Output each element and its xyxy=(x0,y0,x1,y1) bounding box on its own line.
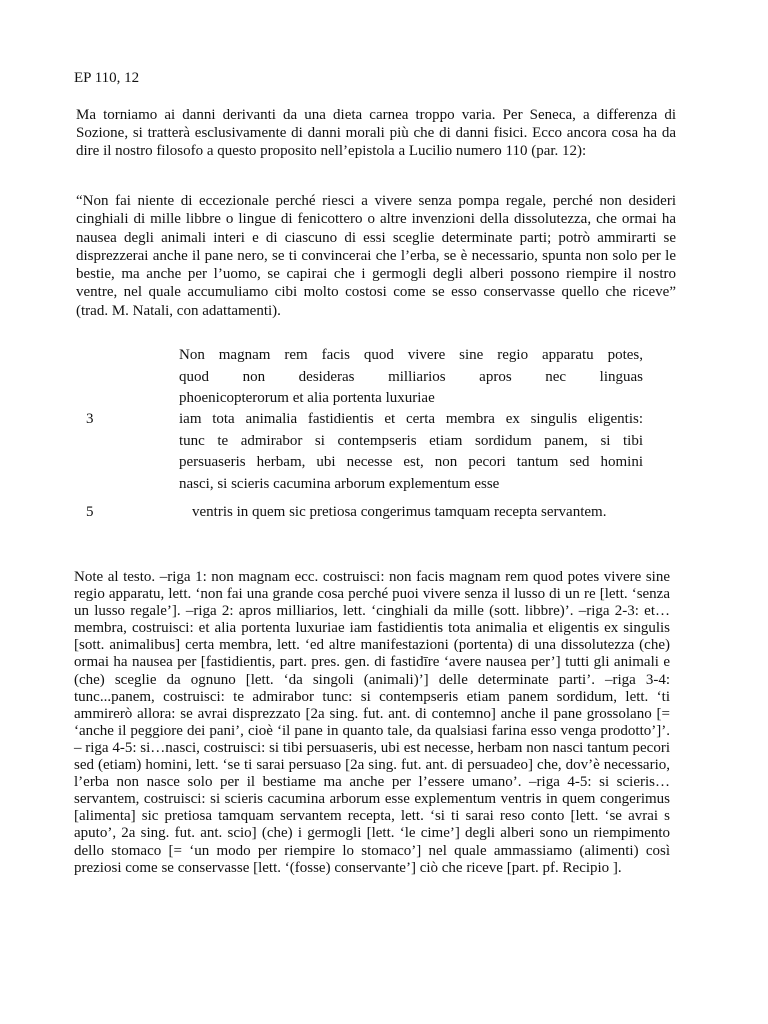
epistle-reference: EP 110, 12 xyxy=(74,70,140,86)
latin-line-5 xyxy=(192,502,656,524)
translation-paragraph: “Non fai niente di eccezionale perché riesci a vivere senza pompa regale, perché non desideri cinghiali di mille libbre o lingue di fenicottero o altre invenzioni della dissolutezza, che ormai ha nausea degli animali interi e di ciascuno di essi sceglie determinate parti; potrò ammirarti se disprezzerai anche il pane nero, se ti convincerai che l’erba, se è necessario, spunta non solo per le bestie, ma anche per l’uomo, se capirai che i germogli degli alberi possono riempire il nostro ventre, nel quale accumuliamo cibi molto costosi come se esso conservasse quello che riceve” (trad. M. Natali, con adattamenti). xyxy=(76,193,676,319)
intro-paragraph: Ma torniamo ai danni derivanti da una dieta carnea troppo varia. Per Seneca, a differenza di Sozione, si tratterà esclusivamente di danni morali più che di danni fisici. Ecco ancora cosa ha da dire il nostro filosofo a questo proposito nell’epistola a Lucilio numero 110 (par. 12): xyxy=(76,107,676,160)
line-number-5: 5 xyxy=(86,504,94,520)
latin-line: persuaseris herbam, ubi necesse est, non pecori tantum sed homini xyxy=(179,454,643,470)
latin-line: tunc te admirabor si contempseris etiam sordidum panem, si tibi xyxy=(179,432,643,449)
latin-line: phoenicopterorum et alia portenta luxuriae xyxy=(179,390,435,406)
latin-line: ventris in quem sic pretiosa congerimus tamquam recepta servantem. xyxy=(192,504,607,520)
latin-lines-1-2 xyxy=(179,345,643,410)
line-number-3: 3 xyxy=(86,411,94,427)
latin-lines-3-4 xyxy=(179,409,643,495)
latin-line: quod non desideras milliarios apros nec linguas xyxy=(179,368,643,385)
text-notes: Note al testo. –riga 1: non magnam ecc. costruisci: non facis magnam rem quod potes vivere sine regio apparatu, lett. ‘non fai una grande cosa perché puoi vivere senza il lusso di un re [lett. ‘senza un lusso regale’]. –riga 2: apros milliarios, lett. ‘cinghiali da mille (sott. libbre)’. –riga 2-3: et…membra, costruisci: et alia portenta luxuriae iam fastidientis tota animalia et eligentis ex singulis [sott. animalibus] certa membra, lett. ‘ed altre manifestazioni (portenta) di una dissolutezza (che) ormai ha nausea per [fastidientis, part. pres. gen. di fastidīre ‘avere nausea per’] tutti gli animali e (che) sceglie da ognuno [lett. ‘da singoli (animali)’] delle determinate parti’. –riga 3-4: tunc...panem, costruisci: te admirabor tunc: si contempseris etiam panem sordidum, lett. ‘ti ammirerò allora: se avrai disprezzato [2a sing. fut. ant. di contemno] anche il pane grossolano [= ‘anche il peggiore dei pani’, cioè ‘il pane in quanto tale, da qualsiasi farina esso venga prodotto’]’. – riga 4-5: si…nasci, costruisci: si tibi persuaseris, ubi est necesse, herbam non nasci tantum pecori sed (etiam) homini, lett. ‘se ti sarai persuaso [2a sing. fut. ant. di persuadeo] che, dov’è necessario, l’erba non nasce solo per il bestiame ma anche per l’essere umano’. –riga 4-5: si scieris…servantem, costruisci: si scieris cacumina arborum esse explementum ventris in quem congerimus [alimenta] sic pretiosa tamquam servantem recepta, lett. ‘si ti sarai reso conto [lett. ‘se avrai s aputo’, 2a sing. fut. ant. scio] (che) i germogli [lett. ‘le cime’] degli alberi sono un riempimento dello stomaco [= ‘un modo per riempire lo stomaco’] nel quale ammassiamo (alimenti) così preziosi come se conservasse [lett. ‘(fosse) conservante’] ciò che riceve [part. pf. Recipio ]. xyxy=(74,569,670,876)
latin-line: nasci, si scieris cacumina arborum explementum esse xyxy=(179,475,500,492)
latin-line: iam tota animalia fastidientis et certa membra ex singulis eligentis: xyxy=(179,411,643,427)
latin-line: Non magnam rem facis quod vivere sine regio apparatu potes, xyxy=(179,347,643,363)
